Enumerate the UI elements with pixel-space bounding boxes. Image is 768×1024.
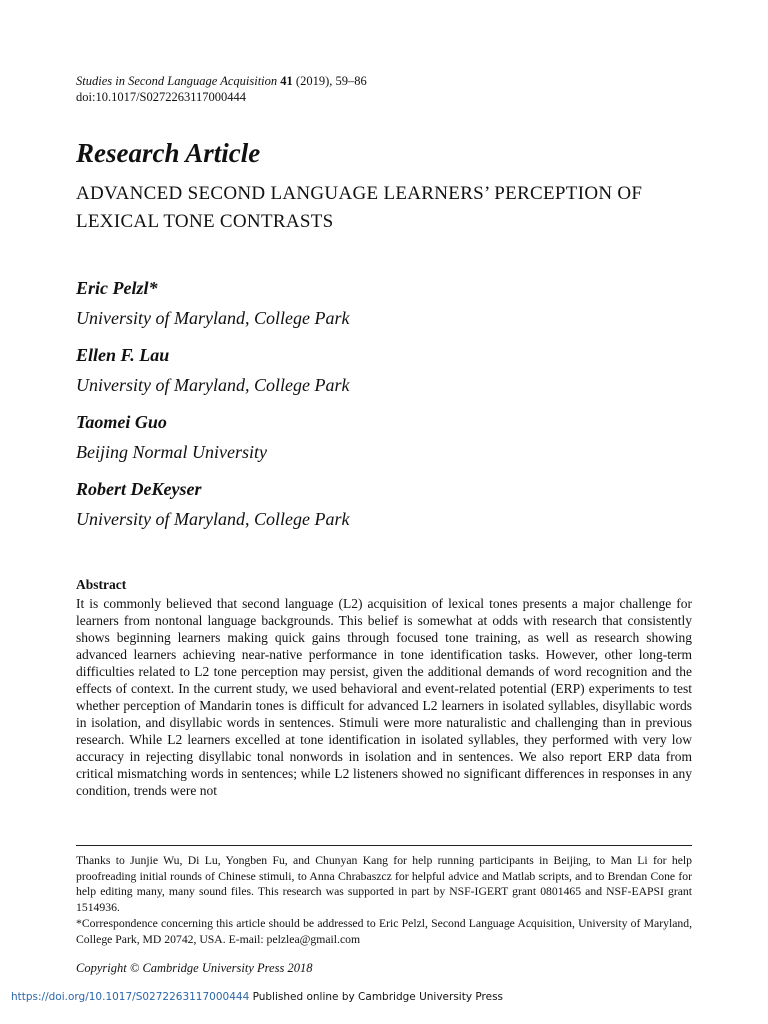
abstract-text: It is commonly believed that second language (L2) acquisition of lexical tones presents a major challenge for learners from nontonal language backgrounds. This belief is somewhat at odds with research that consistently shows beginning learners making quick gains through focused tone training, as well as research showing advanced learners achieving near-native performance in tone identification tasks. However, other long-term difficulties related to L2 tone perception may persist, given the additional demands of word recognition and the effects of context. In the current study, we used behavioral and event-related potential (ERP) experiments to test whether perception of Mandarin tones is difficult for advanced L2 learners in isolated syllables, disyllabic words in isolation, and disyllabic words in sentences. Stimuli were more naturalistic and challenging than in previous research. While L2 learners excelled at tone identification in isolated syllables, they performed with very low accuracy in rejecting disyllabic tonal nonwords in isolation and in sentences. We also report ERP data from critical mismatching words in sentences; while L2 listeners showed no significant differences in responses in any condition, trends were not: [76, 596, 692, 798]
footnote-divider: [76, 845, 692, 846]
article-title: ADVANCED SECOND LANGUAGE LEARNERS’ PERCEPTION OF LEXICAL TONE CONTRASTS: [76, 183, 643, 232]
author-affiliation: University of Maryland, College Park: [76, 509, 350, 529]
copyright-notice: Copyright © Cambridge University Press 2018: [76, 961, 313, 975]
abstract-heading: Abstract: [76, 577, 127, 592]
acknowledgements-footnote: Thanks to Junjie Wu, Di Lu, Yongben Fu, and Chunyan Kang for help running participants in Beijing, to Man Li for help proofreading initial rounds of Chinese stimuli, to Anna Chrabaszcz for helpful advice and Matlab scripts, and to Brendan Cone for help editing many, many sound files. This research was supported in part by NSF-IGERT grant 0801465 and NSF-EAPSI grant 1514936.: [76, 854, 692, 914]
author-name: Eric Pelzl*: [76, 278, 158, 298]
doi-link[interactable]: https://doi.org/10.1017/S0272263117000444: [11, 991, 250, 1003]
publisher-bar: [11, 990, 503, 1004]
author-name: Ellen F. Lau: [76, 345, 170, 365]
journal-year-pages: (2019), 59–86: [292, 74, 367, 88]
article-type-heading: Research Article: [76, 138, 261, 168]
journal-citation: [76, 73, 367, 89]
author-affiliation: University of Maryland, College Park: [76, 308, 350, 328]
author-name: Taomei Guo: [76, 412, 167, 432]
correspondence-footnote: *Correspondence concerning this article should be addressed to Eric Pelzl, Second Language Acquisition, University of Maryland, College Park, MD 20742, USA. E-mail: pelzlea@gmail.com: [76, 917, 692, 946]
author-affiliation: Beijing Normal University: [76, 442, 267, 462]
published-online-text: Published online by Cambridge University Press: [249, 991, 504, 1003]
author-affiliation: University of Maryland, College Park: [76, 375, 350, 395]
journal-volume: 41: [280, 74, 293, 88]
article-doi: doi:10.1017/S0272263117000444: [76, 90, 247, 104]
journal-name: Studies in Second Language Acquisition: [76, 74, 278, 88]
author-name: Robert DeKeyser: [76, 479, 202, 499]
